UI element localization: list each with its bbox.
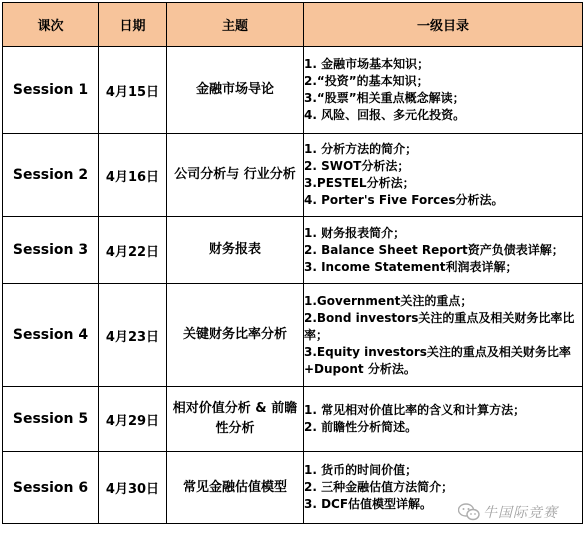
date-cell: 4月29日 [99, 387, 167, 452]
topic-line: 相对价值分析 & [172, 401, 267, 416]
topic-line: 公司分析与 [174, 167, 240, 182]
topic-cell [167, 47, 304, 134]
date-cell: 4月15日 [99, 47, 167, 134]
date-cell: 4月23日 [99, 284, 167, 387]
toc-line: 3.Equity investors关注的重点及相关财务比率+Dupont 分析法。 [304, 344, 571, 376]
toc-cell [304, 217, 583, 284]
toc-line: 1. 金融市场基本知识； [304, 57, 430, 71]
toc-cell [304, 134, 583, 217]
toc-line: 4. 风险、回报、多元化投资。 [304, 108, 466, 122]
header-session: 课次 [3, 3, 99, 47]
watermark-text: 牛国际竞赛 [483, 505, 558, 521]
topic-cell [167, 134, 304, 217]
topic-cell [167, 284, 304, 387]
toc-line: 2. 前瞻性分析简述。 [304, 420, 418, 434]
session-cell: Session 4 [3, 284, 99, 387]
toc-line: 1. 常见相对价值比率的含义和计算方法； [304, 403, 526, 417]
date-cell: 4月16日 [99, 134, 167, 217]
topic-line: 行业分析 [243, 167, 296, 182]
topic-line: 财务报表 [208, 242, 261, 257]
watermark [458, 500, 558, 524]
toc-line: 3. DCF估值模型详解。 [304, 497, 433, 511]
table-row [3, 47, 583, 134]
toc-line: 4. Porter's Five Forces分析法。 [304, 193, 504, 207]
header-topic: 主题 [167, 3, 304, 47]
toc-line: 3.PESTEL分析法； [304, 176, 415, 190]
session-cell: Session 2 [3, 134, 99, 217]
toc-line: 2.“投资”的基本知识； [304, 74, 429, 88]
header-toc: 一级目录 [304, 3, 583, 47]
course-schedule-table [2, 2, 583, 524]
topic-line: 关键财务比率分析 [182, 327, 287, 342]
session-cell: Session 3 [3, 217, 99, 284]
toc-line: 3. Income Statement利润表详解； [304, 259, 518, 274]
topic-line: 常见金融估值模型 [182, 479, 287, 495]
toc-line: 1. 货币的时间价值； [304, 463, 418, 477]
toc-line: 1. 财务报表简介； [304, 225, 406, 240]
date-cell: 4月22日 [99, 217, 167, 284]
header-row [3, 3, 583, 47]
topic-line: 前瞻性分析 [215, 401, 298, 436]
session-cell: Session 5 [3, 387, 99, 452]
session-cell: Session 1 [3, 47, 99, 134]
toc-line: 1.Government关注的重点； [304, 293, 473, 308]
toc-cell [304, 284, 583, 387]
table-row [3, 134, 583, 217]
table-row [3, 217, 583, 284]
toc-line: 2.Bond investors关注的重点及相关财务比率比率； [304, 310, 575, 342]
date-cell: 4月30日 [99, 452, 167, 524]
topic-cell [167, 452, 304, 524]
header-date: 日期 [99, 3, 167, 47]
toc-line: 3.“股票”相关重点概念解读； [304, 91, 465, 105]
toc-line: 2. 三种金融估值方法简介； [304, 480, 454, 494]
toc-line: 2. SWOT分析法； [304, 159, 410, 173]
toc-cell [304, 47, 583, 134]
topic-cell [167, 217, 304, 284]
wechat-icon [458, 503, 480, 521]
session-cell: Session 6 [3, 452, 99, 524]
toc-line: 2. Balance Sheet Report资产负债表详解； [304, 242, 564, 257]
table-row [3, 387, 583, 452]
topic-line: 金融市场导论 [195, 82, 274, 97]
topic-cell [167, 387, 304, 452]
table-row [3, 284, 583, 387]
toc-line: 1. 分析方法的简介； [304, 142, 418, 156]
toc-cell [304, 387, 583, 452]
